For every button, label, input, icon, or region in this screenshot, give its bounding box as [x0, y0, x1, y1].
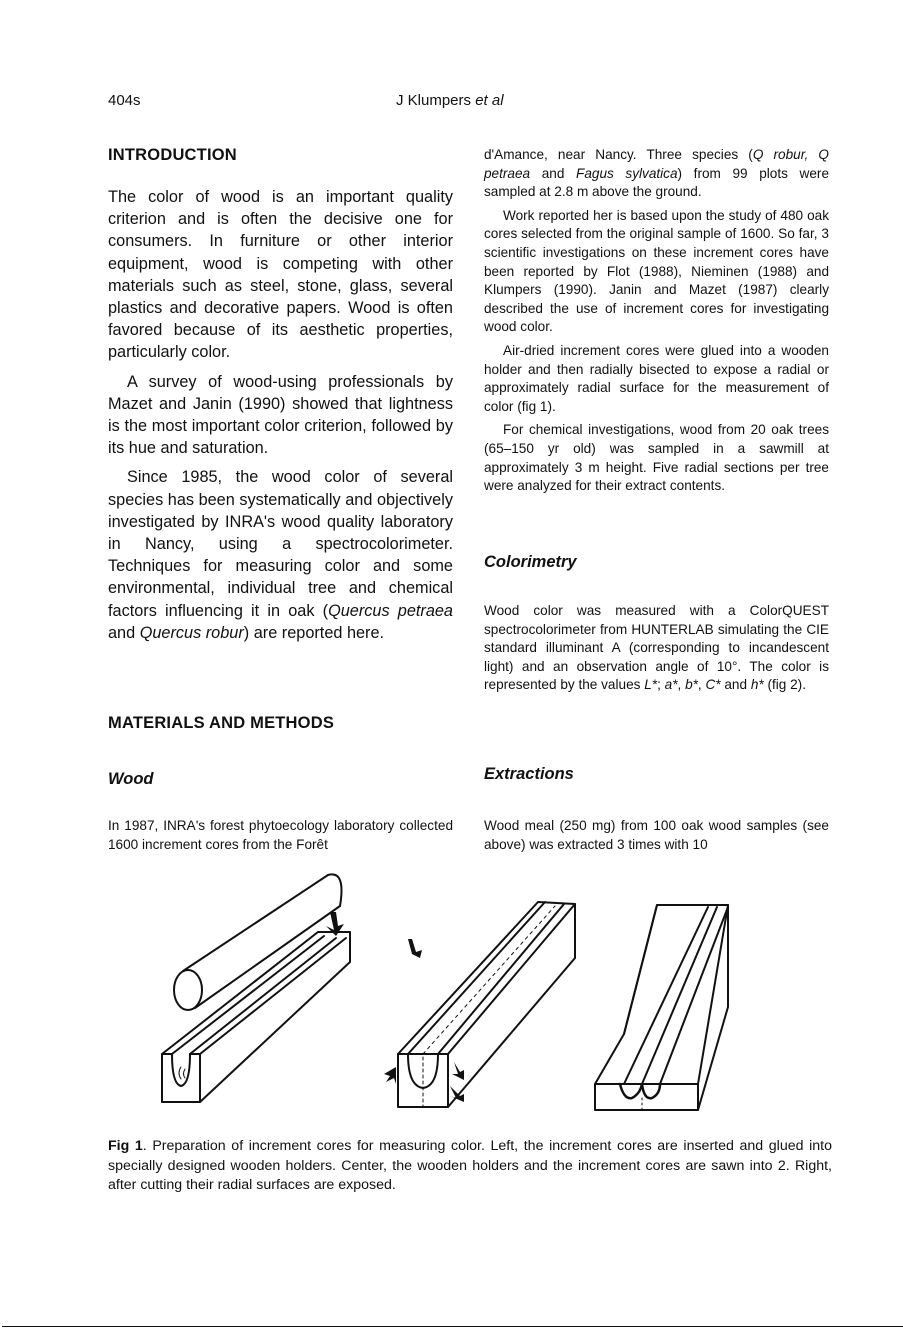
wood-paragraph-2: Work reported her is based upon the study of 480 oak cores selected from the original sample of 1600. So far, 3 scientific investigations on these increment cores have been reported by Flot (1988), Nieminen (1988) and Klumpers (1990). Janin and Mazet (1987) clearly described the use of increment cores for investigating wood color.	[484, 207, 829, 335]
exposed-holder	[595, 905, 728, 1110]
text-run: d'Amance, near Nancy. Three species (	[484, 147, 753, 162]
author-name: J Klumpers	[396, 92, 472, 109]
intro-paragraph-2: A survey of wood-using professionals by Mazet and Janin (1990) showed that lightness is the most important color criterion, followed by its hue and saturation.	[108, 372, 453, 458]
colorimetry-block	[484, 602, 829, 695]
wooden-holder	[162, 932, 350, 1102]
wood-paragraph-3: Air-dried increment cores were glued into a wooden holder and then radially bisected to expose a radial or approximately radial surface for the measurement of color (fig 1).	[484, 342, 829, 414]
species-name: Quercus robur	[139, 623, 244, 642]
running-head-author	[396, 92, 504, 109]
text-run: (fig 2).	[763, 677, 806, 693]
wood-paragraph-1: In 1987, INRA's forest phytoecology laboratory collected 1600 increment cores from the Forêt	[108, 818, 453, 852]
subsection-heading-extractions: Extractions	[484, 765, 574, 783]
panel-sawing	[384, 902, 575, 1107]
wood-paragraph-4: For chemical investigations, wood from 20 oak trees (65–150 yr old) was sampled in a sawmill at approximately 3 m height. Five radial sections per tree were analyzed for their extract contents.	[484, 422, 829, 494]
page-bottom-rule	[2, 1326, 903, 1327]
subsection-heading-colorimetry: Colorimetry	[484, 553, 577, 571]
author-suffix: et al	[475, 92, 504, 109]
wood-paragraph-start	[108, 817, 453, 854]
color-variable: h*	[750, 677, 764, 693]
section-heading-materials-methods: MATERIALS AND METHODS	[108, 714, 335, 732]
intro-paragraph-1: The color of wood is an important quality criterion and is often the decisive one for consumers. In furniture or other interior equipment, wood is competing with other materials such as steel, stone, glass, several plastics and decorative papers. Wood is often favored because of its aesthetic properties, particularly color.	[108, 188, 453, 362]
extractions-block	[484, 817, 829, 854]
left-column	[108, 146, 453, 644]
split-arrow-right-icon	[452, 1062, 464, 1080]
sawn-holder	[398, 902, 575, 1107]
right-column	[484, 146, 829, 496]
text-run: ) from 99 plots were sampled at 2.8 m above the ground.	[484, 165, 830, 200]
colorimetry-paragraph	[484, 602, 829, 695]
process-arrow-icon	[406, 939, 422, 958]
color-variable: a*	[664, 677, 678, 693]
figure-1-illustration	[150, 862, 790, 1132]
species-name: Quercus petraea	[328, 601, 453, 620]
color-variable: b*	[685, 677, 698, 693]
caption-text: . Preparation of increment cores for measuring color. Left, the increment cores are inserted and glued into specially designed wooden holders. Center, the wooden holders and the increment cores are sawn into 2. Right, after cutting their radial surfaces are exposed.	[108, 1138, 832, 1193]
page-number: 404s	[108, 92, 141, 109]
text-run: and	[108, 623, 140, 642]
species-name: Q robur, Q petraea	[484, 147, 829, 181]
wood-paragraph-1-continued	[484, 146, 829, 202]
text-run: ;	[657, 677, 665, 693]
intro-paragraph-3	[108, 466, 453, 644]
split-arrow-left-icon	[384, 1067, 396, 1084]
process-arrow-icon	[450, 1086, 464, 1102]
color-variable: L*	[644, 677, 658, 693]
extractions-paragraph: Wood meal (250 mg) from 100 oak wood samples (see above) was extracted 3 times with 10	[484, 818, 829, 852]
text-run: and	[720, 677, 751, 693]
section-heading-introduction: INTRODUCTION	[108, 146, 237, 164]
species-name: Fagus sylvatica	[576, 165, 678, 181]
subsection-heading-wood: Wood	[108, 770, 154, 788]
color-variable: C*	[705, 677, 721, 693]
figure-label: Fig 1	[108, 1138, 143, 1154]
panel-core-insertion	[162, 874, 350, 1102]
text-run: ,	[697, 677, 706, 693]
panel-exposed-radial-surfaces	[595, 905, 728, 1110]
text-run: Since 1985, the wood color of several species has been systematically and objectively investigated by INRA's wood quality laboratory in Nancy, using a spectrocolorimeter. Techniques for measuring color and some environmental, individual tree and chemical factors influencing it in oak (	[108, 468, 453, 620]
text-run: and	[530, 165, 577, 181]
text-run: ) are reported here.	[243, 623, 385, 642]
text-run: ,	[677, 677, 686, 693]
figure-1-caption	[108, 1137, 832, 1196]
text-run: Wood color was measured with a ColorQUEST spectrocolorimeter from HUNTERLAB simulating the CIE standard illuminant A (corresponding to incandescent light) and an observation angle of 10°. The color is represented by the values	[484, 603, 829, 693]
